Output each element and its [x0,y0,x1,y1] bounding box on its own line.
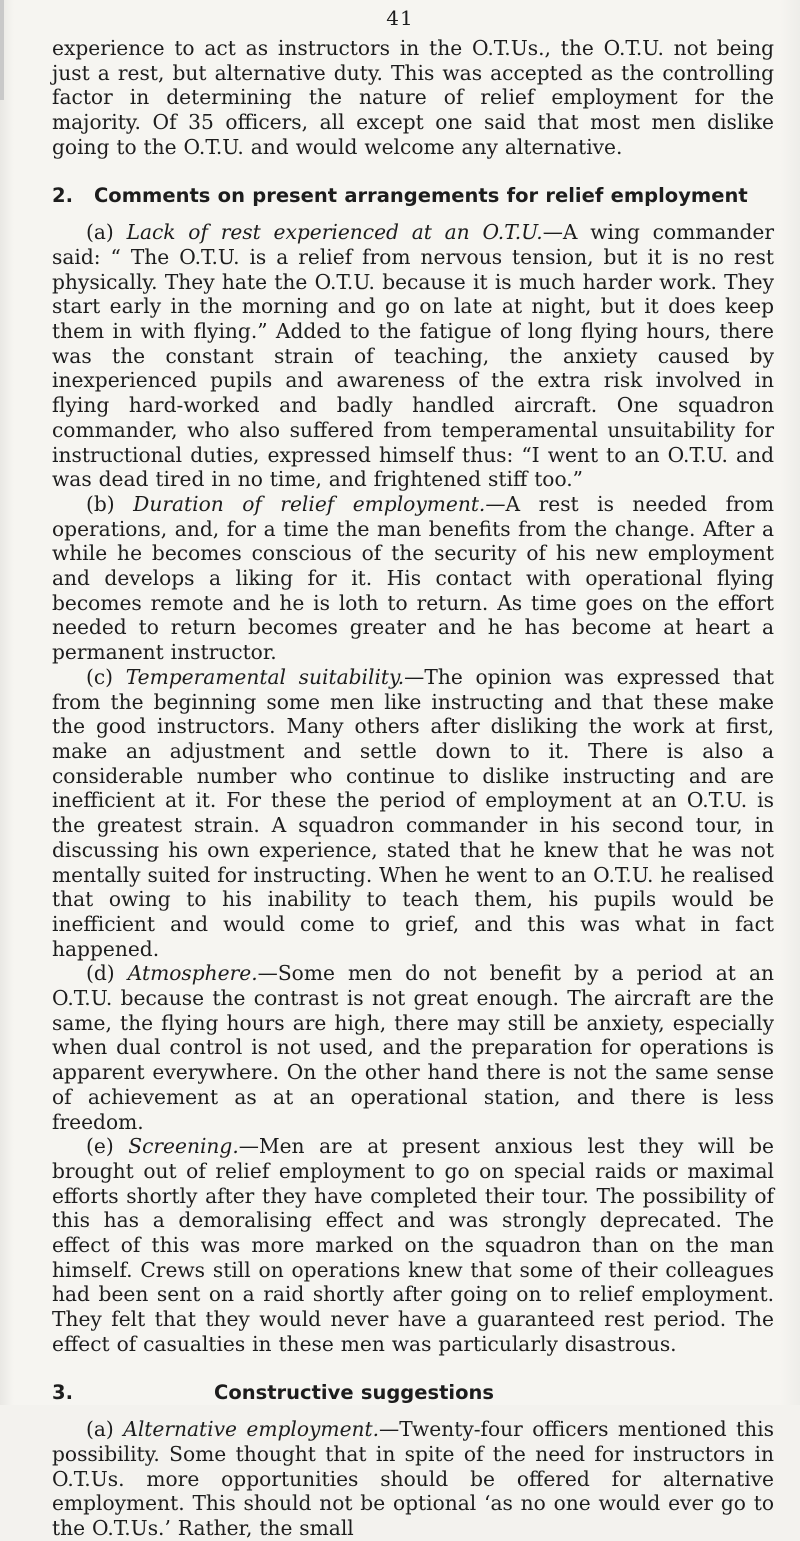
item-text: —Men are at present anxious lest they will be brought out of relief employment to go on special raids or maximal efforts shortly after they have completed their tour. The possibility of this has a demoralising effect and was strongly deprecated. The effect of this was more marked on the squadron than on the man himself. Crews still on operations knew that some of their colleagues had been sent on a raid shortly after going on to relief employment. They felt that they would never have a guaranteed rest period. The effect of casualties in these men was particularly disastrous. [52,1134,774,1356]
item-text: —A rest is needed from operations, and, for a time the man benefits from the change. After a while he becomes conscious of the security of his new employment and develops a liking for it. His contact with operational flying becomes remote and he is loth to return. As time goes on the effort needed to return becomes greater and he has become at heart a permanent instructor. [52,491,774,665]
paragraph-2c [52,665,774,961]
section-title: Constructive suggestions [214,1380,494,1404]
item-text: —Some men do not benefit by a period at an O.T.U. because the contrast is not great enough. The aircraft are the same, the flying hours are high, there may still be anxiety, especially when dual control is not used, and the preparation for operations is apparent everywhere. On the other hand there is not the same sense of achievement as at an operational station, and there is less freedom. [52,961,774,1134]
item-label: (c) [86,664,114,689]
item-title: Duration of relief employment. [133,491,486,516]
item-label: (a) [86,220,114,245]
intro-paragraph: experience to act as instructors in the O.T.Us., the O.T.U. not being just a rest, but alternative duty. This was accepted as the controlling factor in determining the nature of relief employment for the majority. Of 35 officers, all except one said that most men dislike going to the O.T.U. and would welcome any alternative. [52,36,774,159]
paragraph-2a [52,220,774,492]
item-title: Lack of rest experienced at an O.T.U. [126,220,543,245]
body-text [52,36,774,1541]
page-number: 41 [386,6,414,30]
item-title: Temperamental suitability. [125,664,405,689]
section-number: 2. [52,183,73,207]
item-title: Atmosphere. [127,961,258,986]
item-text: —Twenty-four officers mentioned this possibility. Some thought that in spite of the need for instructors in O.T.Us. more opportunities should be offered for alternative employment. This should not be optional ‘as no one would ever go to the O.T.Us.’ Rather, the small [52,1417,774,1541]
paragraph-3a [52,1417,774,1541]
paragraph-2b [52,492,774,665]
section-2-heading [52,184,774,209]
section-number: 3. [52,1380,73,1404]
paragraph-2e [52,1134,774,1356]
item-label: (d) [86,961,115,986]
item-label: (e) [86,1134,114,1159]
paragraph-2d [52,961,774,1134]
item-text: —The opinion was expressed that from the beginning some men like instructing and that these make the good instructors. Many others after disliking the work at first, make an adjustment and settle down to it. There is also a considerable number who continue to dislike instructing and are inefficient at it. For these the period of employment at an O.T.U. is the greatest strain. A squadron commander in his second tour, in discussing his own experience, stated that he knew that he was not mentally suited for instructing. When he went to an O.T.U. he realised that owing to his inability to teach them, his pupils would be inefficient and would come to grief, and this was what in fact happened. [52,664,774,961]
item-label: (b) [86,491,115,516]
section-title: Comments on present arrangements for relief employment [94,183,748,207]
item-title: Alternative employment. [123,1417,380,1442]
item-label: (a) [86,1417,114,1442]
item-title: Screening. [128,1134,239,1159]
item-text: —A wing commander said: “ The O.T.U. is a relief from nervous tension, but it is no rest physically. They hate the O.T.U. because it is much harder work. They start early in the morning and go on late at night, but it does keep them in with flying.” Added to the fatigue of long flying hours, there was the constant strain of teaching, the anxiety caused by inexperienced pupils and awareness of the extra risk involved in flying hard-worked and badly handled aircraft. One squadron commander, who also suffered from temperamental unsuitability for instructional duties, expressed himself thus: “I went to an O.T.U. and was dead tired in no time, and frightened stiff too.” [52,220,774,492]
section-3-heading [52,1381,774,1406]
